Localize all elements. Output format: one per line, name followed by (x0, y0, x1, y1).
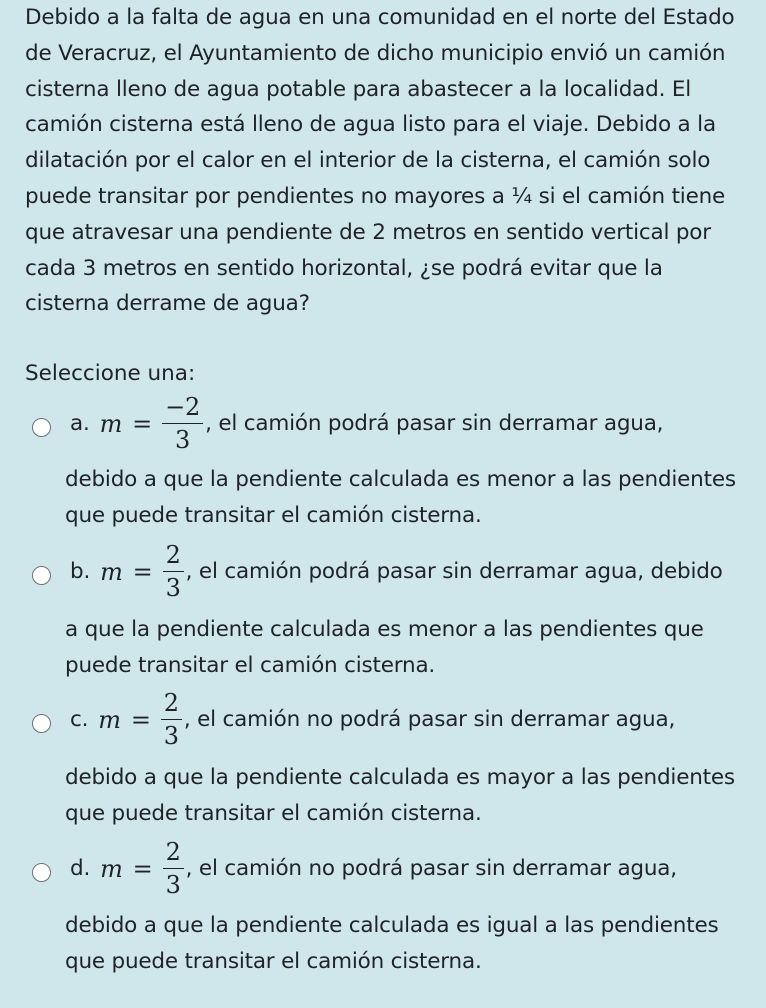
option-d[interactable] (0, 835, 766, 985)
option-a-letter: a. (70, 411, 90, 436)
option-d-slope-variable: m (100, 854, 123, 883)
option-c-equals-sign: = (130, 705, 151, 734)
option-a-fraction (162, 394, 203, 453)
option-a-first-line (70, 394, 663, 453)
option-c-explanation: debido a que la pendiente calculada es mayor a las pendientes que puede transitar el camión cisterna. (65, 765, 735, 826)
option-a[interactable] (0, 390, 766, 540)
option-b-statement: , el camión podrá pasar sin derramar agua, debido (185, 559, 723, 584)
option-d-letter: d. (70, 856, 91, 881)
option-c-numerator: 2 (161, 690, 182, 720)
option-c-statement: , el camión no podrá pasar sin derramar agua, (183, 707, 676, 732)
option-d-explanation: debido a que la pendiente calculada es igual a las pendientes que puede transitar el camión cisterna. (65, 913, 719, 974)
option-c-denominator: 3 (163, 722, 179, 750)
option-d-first-line (70, 839, 677, 898)
option-c-letter: c. (70, 707, 89, 732)
option-a-numerator: −2 (162, 394, 203, 424)
option-c-fraction (161, 690, 182, 749)
option-c-slope-variable: m (98, 705, 121, 734)
option-b-numerator: 2 (163, 542, 184, 572)
option-c[interactable] (0, 686, 766, 836)
option-d-radio[interactable] (32, 863, 51, 882)
option-d-denominator: 3 (165, 871, 181, 899)
option-d-equals-sign: = (132, 854, 153, 883)
option-b-letter: b. (70, 559, 91, 584)
option-a-radio[interactable] (32, 418, 51, 437)
option-a-statement: , el camión podrá pasar sin derramar agua, (205, 411, 664, 436)
option-c-radio[interactable] (32, 714, 51, 733)
option-d-statement: , el camión no podrá pasar sin derramar agua, (185, 856, 677, 881)
option-a-explanation: debido a que la pendiente calculada es menor a las pendientes que puede transitar el camión cisterna. (65, 467, 736, 528)
option-b-explanation: a que la pendiente calculada es menor a las pendientes que puede transitar el camión cisterna. (65, 617, 704, 678)
option-b-slope-variable: m (100, 557, 123, 586)
question-text: Debido a la falta de agua en una comunidad en el norte del Estado de Veracruz, el Ayuntamiento de dicho municipio envió un camión cisterna lleno de agua potable para abastecer a la localidad. El camión cisterna está lleno de agua listo para el viaje. Debido a la dilatación por el calor en el interior de la cisterna, el camión solo puede transitar por pendientes no mayores a ¼ si el camión tiene que atravesar una pendiente de 2 metros en sentido vertical por cada 3 metros en sentido horizontal, ¿se podrá evitar que la cisterna derrame de agua? (25, 5, 735, 317)
option-d-fraction (163, 839, 184, 898)
option-a-equals-sign: = (132, 409, 153, 438)
option-c-first-line (70, 690, 675, 749)
option-b-first-line (70, 542, 723, 601)
option-b[interactable] (0, 538, 766, 688)
option-d-numerator: 2 (163, 839, 184, 869)
option-a-slope-variable: m (99, 409, 123, 438)
option-b-radio[interactable] (32, 566, 51, 585)
select-one-label: Seleccione una: (25, 361, 196, 386)
option-b-equals-sign: = (132, 557, 153, 586)
option-a-denominator: 3 (175, 426, 191, 454)
option-b-denominator: 3 (165, 574, 181, 602)
option-b-fraction (163, 542, 184, 601)
